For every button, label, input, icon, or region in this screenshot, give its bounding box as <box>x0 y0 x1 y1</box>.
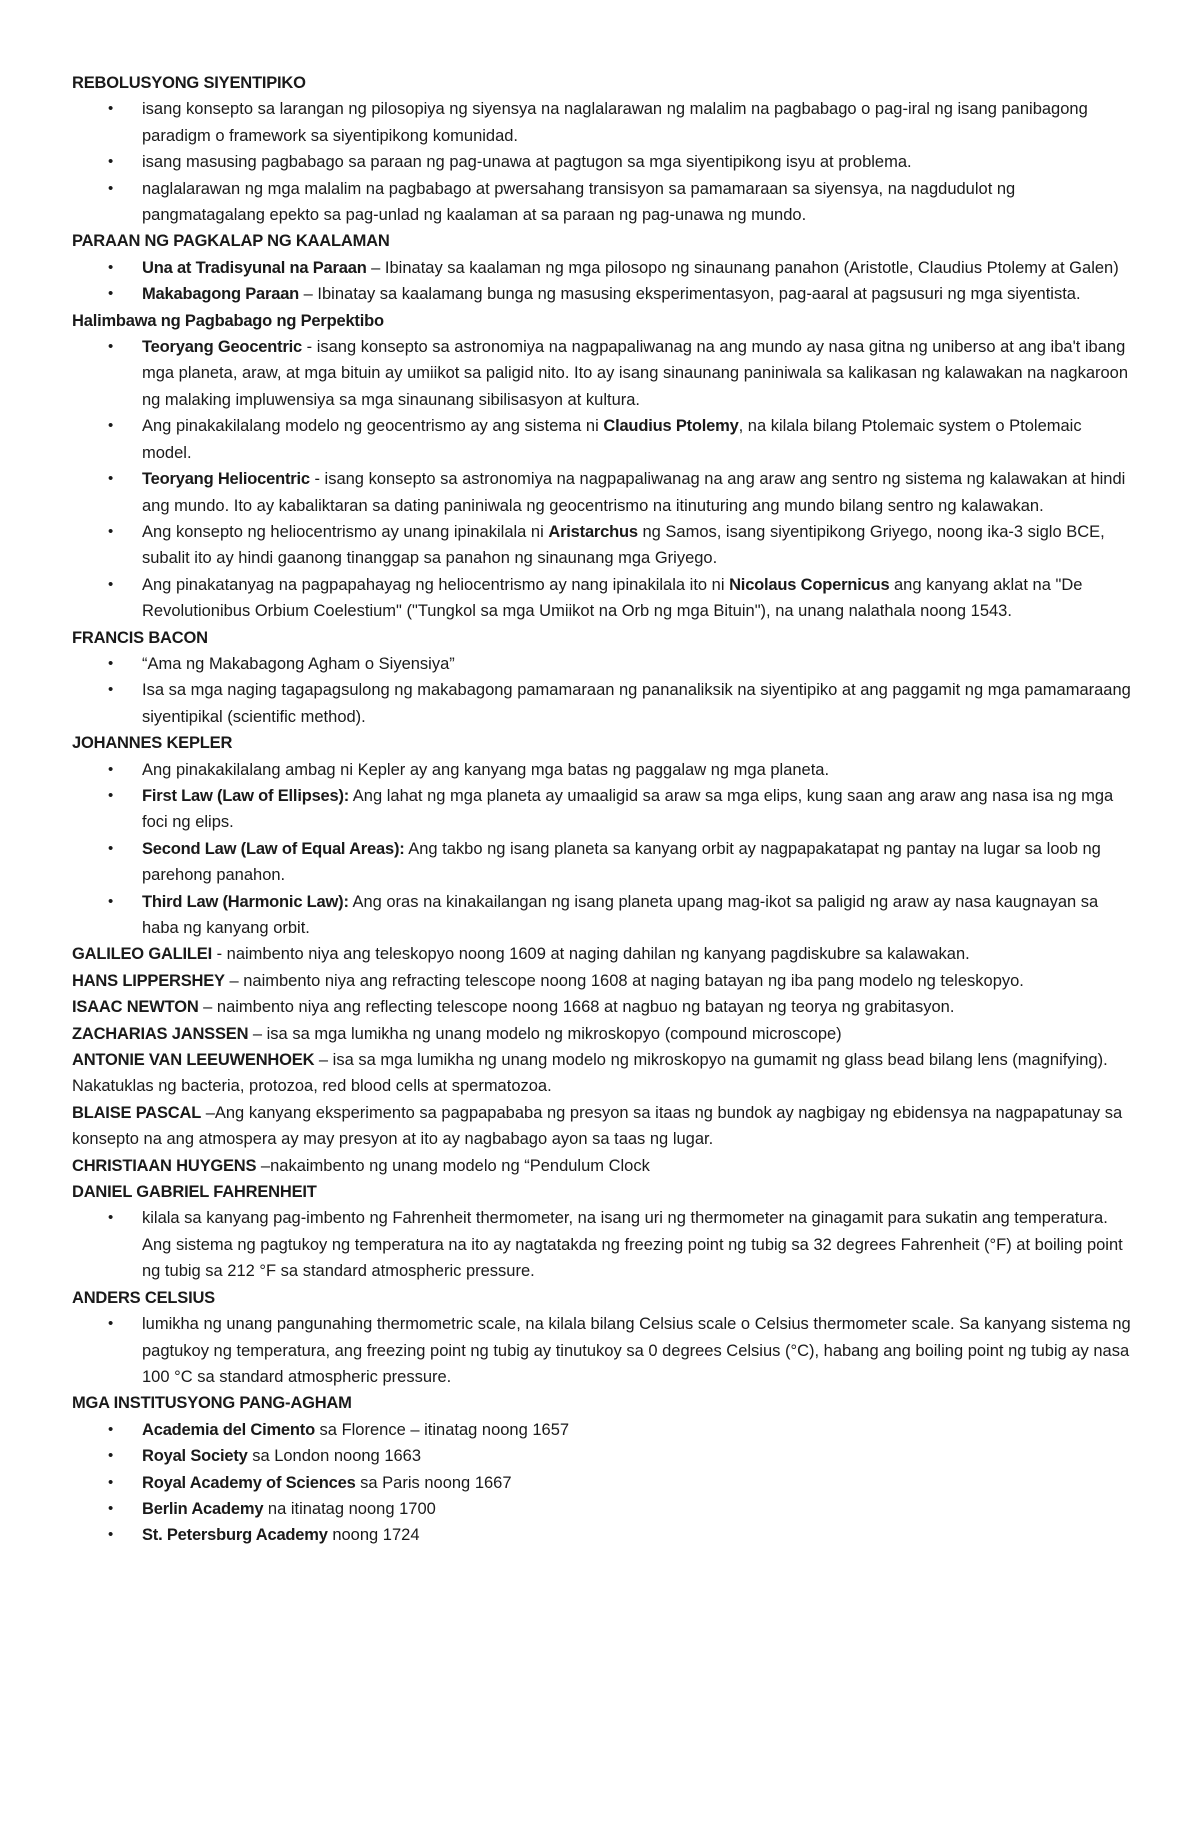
bullet-list <box>72 1205 1132 1284</box>
bullet-item <box>142 651 1132 677</box>
bullet-item <box>142 1205 1132 1284</box>
section-heading: REBOLUSYONG SIYENTIPIKO <box>72 74 306 92</box>
bullet-item <box>142 677 1132 730</box>
bullet-text: Ang pinakatanyag na pagpapahayag ng heliocentrismo ay nang ipinakilala ito ni <box>142 575 730 594</box>
person-entry <box>72 941 1132 967</box>
bullet-item <box>142 96 1132 149</box>
bullet-item <box>142 334 1132 413</box>
bullet-item <box>142 1311 1132 1390</box>
bullet-text: , na kilala bilang Ptolemaic system o Ptolemaic model. <box>142 417 1082 462</box>
bullet-text: Ang takbo ng isang planeta sa kanyang orbit ay nagpapakatapat ng pantay na lugar sa loob ng parehong panahon. <box>142 839 1101 885</box>
bullet-term: Una at Tradisyunal na Paraan <box>142 258 367 277</box>
bullet-item <box>142 783 1132 836</box>
bullet-item <box>142 1496 1132 1522</box>
bullet-text: sa London noong 1663 <box>247 1447 422 1466</box>
person-name: ZACHARIAS JANSSEN <box>72 1024 249 1043</box>
person-entry <box>72 1100 1132 1153</box>
person-description: –nakaimbento ng unang modelo ng “Pendulum Clock <box>256 1156 650 1175</box>
bullet-term: Teoryang Geocentric <box>142 338 303 357</box>
bullet-item <box>142 572 1132 625</box>
person-description: - naimbento niya ang teleskopyo noong 1609 at naging dahilan ng kanyang pagdiskubre sa kalawakan. <box>212 945 970 964</box>
document-page <box>72 70 1132 1549</box>
bullet-text: sa Paris noong 1667 <box>355 1473 512 1492</box>
person-entry <box>72 1153 1132 1179</box>
person-name: ISAAC NEWTON <box>72 998 199 1017</box>
bullet-text: Ang pinakakilalang ambag ni Kepler ay ang kanyang mga batas ng paggalaw ng mga planeta. <box>142 760 830 779</box>
person-name: BLAISE PASCAL <box>72 1103 202 1122</box>
person-entry <box>72 968 1132 994</box>
bullet-text: noong 1724 <box>327 1526 420 1545</box>
person-entry <box>72 1021 1132 1047</box>
bullet-item <box>142 889 1132 942</box>
bullet-text: Ang pinakakilalang modelo ng geocentrismo ay ang sistema ni <box>142 417 604 436</box>
bullet-list <box>72 757 1132 942</box>
section-heading: PARAAN NG PAGKALAP NG KAALAMAN <box>72 232 390 251</box>
section-heading: MGA INSTITUSYONG PANG-AGHAM <box>72 1394 352 1413</box>
bullet-term: Aristarchus <box>548 522 638 541</box>
bullet-list <box>72 334 1132 624</box>
bullet-text: ng Samos, isang siyentipikong Griyego, noong ika-3 siglo BCE, subalit ito ay hindi gaanong tinanggap sa panahon ng sinaunang mga Griyego. <box>142 522 1105 568</box>
bullet-text: - isang konsepto sa astronomiya na nagpapaliwanag na ang mundo ay nasa gitna ng uniberso at ang iba't ibang mga planeta, araw, at mga bituin ay umiikot sa paligid nito. Ito ay isang sinaunang paniniwala sa kalikasan ng kalawakan na nagkaroon ng malaking impluwensiya sa mga sinaunang sibilisasyon at kultura. <box>142 338 1129 409</box>
person-name: CHRISTIAAN HUYGENS <box>72 1156 257 1175</box>
person-description: – naimbento niya ang reflecting telescope noong 1668 at nagbuo ng batayan ng teorya ng grabitasyon. <box>198 998 955 1017</box>
bullet-term: Second Law (Law of Equal Areas): <box>142 839 405 858</box>
bullet-text: Ang oras na kinakailangan ng isang planeta upang mag-ikot sa paligid ng araw ay nasa kaugnayan sa haba ng kanyang orbit. <box>142 892 1099 937</box>
bullet-item <box>142 466 1132 519</box>
person-entry <box>72 994 1132 1020</box>
bullet-term: Royal Society <box>142 1447 248 1466</box>
bullet-term: Claudius Ptolemy <box>603 417 739 436</box>
bullet-item <box>142 255 1132 281</box>
bullet-list <box>72 96 1132 228</box>
bullet-text: kilala sa kanyang pag-imbento ng Fahrenheit thermometer, na isang uri ng thermometer na ginagamit para sukatin ang temperatura. Ang sistema ng pagtukoy ng temperatura na ito ay nagtatakda ng freezing point ng tubig sa 32 degrees Fahrenheit (°F) at boiling point ng tubig sa 212 °F sa standard atmospheric pressure. <box>142 1209 1123 1281</box>
bullet-item <box>142 281 1132 307</box>
bullet-list <box>72 255 1132 308</box>
bullet-text: - isang konsepto sa astronomiya na nagpapaliwanag na ang araw ang sentro ng sistema ng kalawakan at hindi ang mundo. Ito ay kabaliktaran sa dating paniniwala ng geocentrismo na itinuturing ang mundo bilang sentro ng kalawakan. <box>142 470 1126 515</box>
bullet-term: St. Petersburg Academy <box>142 1526 328 1545</box>
person-description: –Ang kanyang eksperimento sa pagpapababa ng presyon sa itaas ng bundok ay nagbigay ng ebidensya na nagpapatunay sa konsepto na ang atmospera ay may presyon at ito ay nagbabago ayon sa taas ng lugar. <box>72 1103 1123 1149</box>
bullet-text: naglalarawan ng mga malalim na pagbabago at pwersahang transisyon sa pamamaraan sa siyensya, na nagdudulot ng pangmatagalang epekto sa pag-unlad ng kaalaman at sa paraan ng pag-unawa ng mundo. <box>142 179 1016 225</box>
bullet-term: Makabagong Paraan <box>142 285 300 304</box>
bullet-text: “Ama ng Makabagong Agham o Siyensiya” <box>142 654 455 673</box>
bullet-item <box>142 836 1132 889</box>
person-name: GALILEO GALILEI <box>72 945 212 964</box>
person-name: ANTONIE VAN LEEUWENHOEK <box>72 1051 315 1070</box>
bullet-text: Ang konsepto ng heliocentrismo ay unang ipinakilala ni <box>142 522 549 541</box>
bullet-term: Academia del Cimento <box>142 1420 315 1439</box>
bullet-text: – Ibinatay sa kaalamang bunga ng masusing eksperimentasyon, pag-aaral at pagsusuri ng mga siyentista. <box>299 285 1081 304</box>
bullet-term: First Law (Law of Ellipses): <box>142 786 350 805</box>
bullet-text: Isa sa mga naging tagapagsulong ng makabagong pamamaraan ng pananaliksik na siyentipiko at ang paggamit ng mga pamamaraang siyentipikal (scientific method). <box>142 681 1131 726</box>
bullet-list <box>72 1417 1132 1549</box>
person-name: HANS LIPPERSHEY <box>72 971 225 990</box>
bullet-text: Ang lahat ng mga planeta ay umaaligid sa araw sa mga elips, kung saan ang araw ang nasa isa ng mga foci ng elips. <box>142 786 1114 832</box>
bullet-text: na itinatag noong 1700 <box>263 1499 436 1518</box>
bullet-item <box>142 757 1132 783</box>
person-description: – isa sa mga lumikha ng unang modelo ng mikroskopyo (compound microscope) <box>248 1024 842 1043</box>
person-description: – isa sa mga lumikha ng unang modelo ng mikroskopyo na gumamit ng glass bead bilang lens (magnifying). Nakatuklas ng bacteria, protozoa, red blood cells at spermatozoa. <box>72 1051 1108 1096</box>
bullet-item <box>142 1470 1132 1496</box>
bullet-term: Teoryang Heliocentric <box>142 470 310 489</box>
bullet-text: isang konsepto sa larangan ng pilosopiya ng siyensya na naglalarawan ng malalim na pagbabago o pag-iral ng isang panibagong paradigm o framework sa siyentipikong komunidad. <box>142 100 1088 145</box>
bullet-term: Nicolaus Copernicus <box>729 575 890 594</box>
person-entry <box>72 1047 1132 1100</box>
section-heading: DANIEL GABRIEL FAHRENHEIT <box>72 1183 317 1202</box>
section-heading: Halimbawa ng Pagbabago ng Perpektibo <box>72 311 384 330</box>
bullet-list <box>72 1311 1132 1390</box>
bullet-term: Royal Academy of Sciences <box>142 1473 356 1492</box>
bullet-item <box>142 413 1132 466</box>
bullet-item <box>142 1522 1132 1548</box>
bullet-item <box>142 1443 1132 1469</box>
section-heading: ANDERS CELSIUS <box>72 1288 215 1307</box>
person-description: – naimbento niya ang refracting telescope noong 1608 at naging batayan ng iba pang modelo ng teleskopyo. <box>224 971 1024 990</box>
bullet-list <box>72 651 1132 730</box>
bullet-item <box>142 149 1132 175</box>
bullet-term: Berlin Academy <box>142 1499 264 1518</box>
section-heading: FRANCIS BACON <box>72 628 208 647</box>
bullet-item <box>142 1417 1132 1443</box>
bullet-item <box>142 519 1132 572</box>
bullet-text: ang kanyang aklat na "De Revolutionibus Orbium Coelestium" ("Tungkol sa mga Umiikot na Orb ng mga Bituin"), na unang nalathala noong 1543. <box>142 575 1083 621</box>
bullet-text: – Ibinatay sa kaalaman ng mga pilosopo ng sinaunang panahon (Aristotle, Claudius Ptolemy at Galen) <box>366 258 1119 277</box>
section-heading: JOHANNES KEPLER <box>72 734 233 753</box>
bullet-text: lumikha ng unang pangunahing thermometric scale, na kilala bilang Celsius scale o Celsius thermometer scale. Sa kanyang sistema ng pagtukoy ng temperatura, ang freezing point ng tubig ay tinutukoy sa 0 degrees Celsius (°C), habang ang boiling point ng tubig ay nasa 100 °C sa standard atmospheric pressure. <box>142 1315 1131 1386</box>
bullet-text: isang masusing pagbabago sa paraan ng pag-unawa at pagtugon sa mga siyentipikong isyu at problema. <box>142 153 912 172</box>
bullet-term: Third Law (Harmonic Law): <box>142 892 349 911</box>
bullet-text: sa Florence – itinatag noong 1657 <box>314 1420 570 1439</box>
bullet-item <box>142 176 1132 229</box>
